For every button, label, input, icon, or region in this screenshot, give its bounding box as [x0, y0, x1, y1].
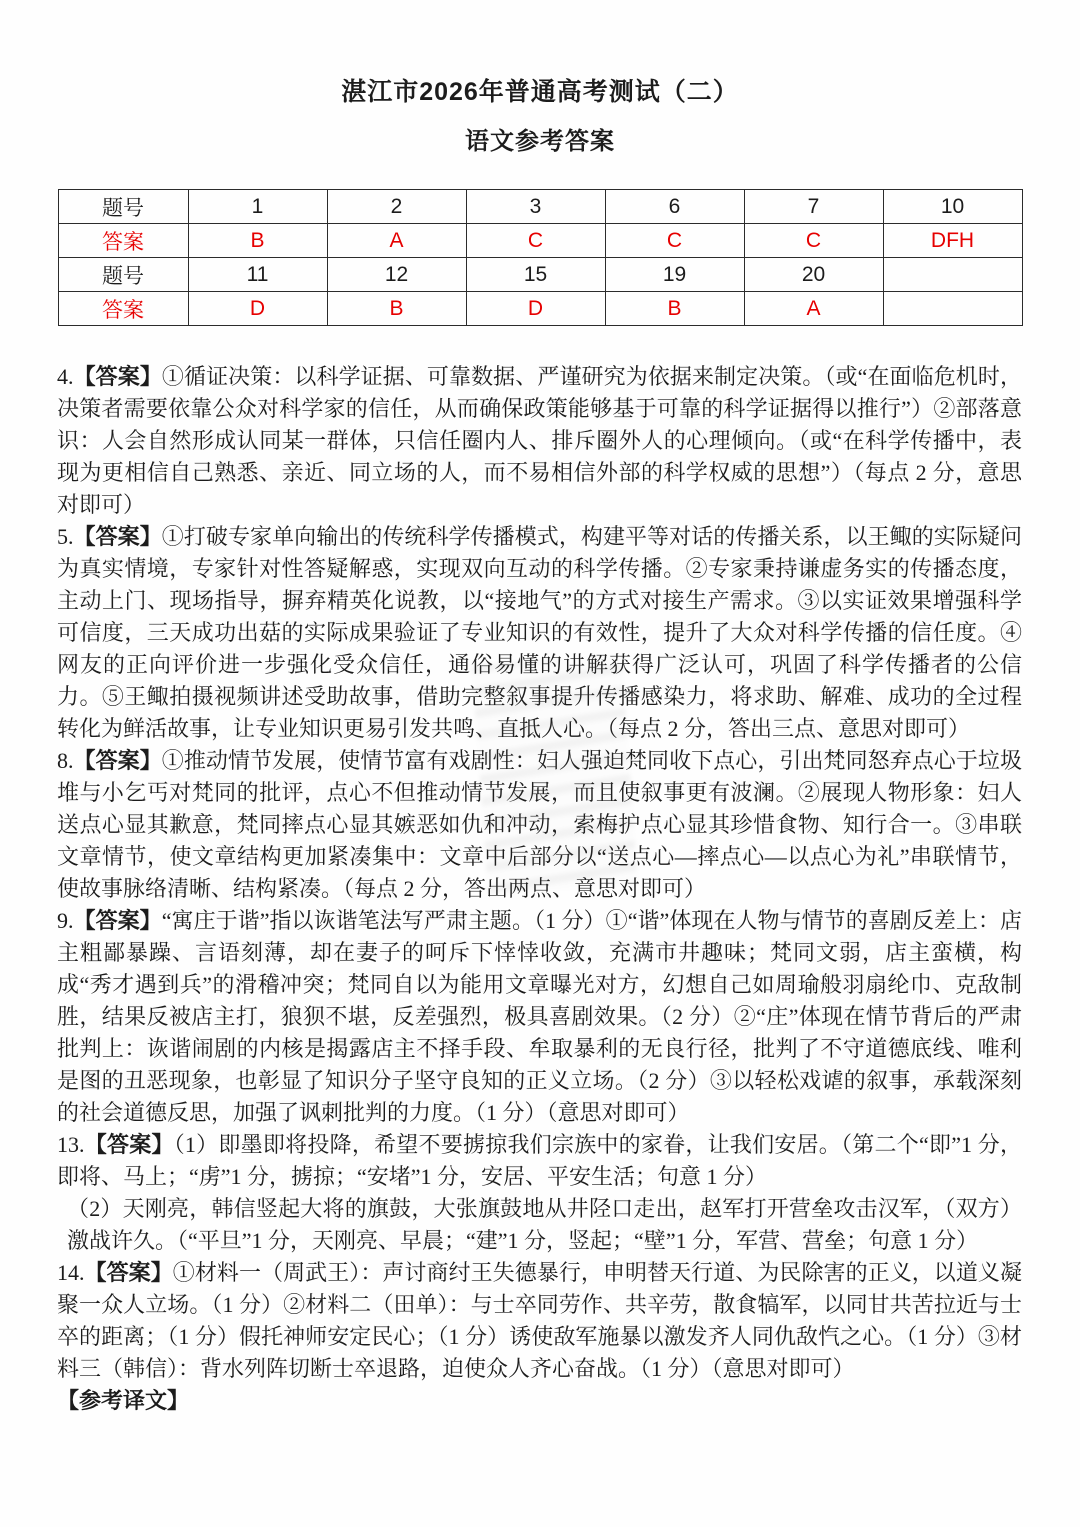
table-row-answers-1 [58, 224, 1022, 258]
page-title: 湛江市2026年普通高考测试（二） [341, 78, 739, 106]
question-number-cell: 1 [188, 190, 327, 224]
question-number-cell: 19 [605, 258, 744, 292]
answer-paragraph-q5 [57, 521, 1022, 745]
answer-paragraph-q9 [57, 905, 1022, 1129]
question-number: 13. [57, 1132, 85, 1157]
question-number-cell: 2 [327, 190, 466, 224]
question-number-cell: 6 [605, 190, 744, 224]
question-number: 8. [57, 748, 74, 773]
answer-paragraph-q4 [57, 361, 1022, 521]
section-label: 【参考译文】 [57, 1388, 190, 1413]
answer-label: 【答案】 [73, 908, 162, 933]
answer-text: ①循证决策：以科学证据、可靠数据、严谨研究为依据来制定决策。（或“在面临危机时，决策者需要依靠公众对科学家的信任，从而确保政策能够基于可靠的科学证据得以推行”）②部落意识：人会自然形成认同某一群体，只信任圈内人、排斥圈外人的心理倾向。（或“在科学传播中，表现为更相信自己熟悉、亲近、同立场的人，而不易相信外部的科学权威的思想”）（每点 2 分，意思对即可） [57, 364, 1022, 517]
answer-paragraph-q13-part2 [57, 1193, 1022, 1257]
question-number-cell: 11 [188, 258, 327, 292]
answer-label: 【答案】 [73, 524, 162, 549]
answer-cell: C [605, 224, 744, 258]
row-label-cell: 题号 [58, 258, 188, 292]
answer-text: ①打破专家单向输出的传统科学传播模式，构建平等对话的传播关系，以王鲰的实际疑问为真实情境，专家针对性答疑解惑，实现双向互动的科学传播。②专家秉持谦虚务实的传播态度，主动上门、现场指导，摒弃精英化说教，以“接地气”的方式对接生产需求。③以实证效果增强科学可信度，三天成功出菇的实际成果验证了专业知识的有效性，提升了大众对科学传播的信任度。④网友的正向评价进一步强化受众信任，通俗易懂的讲解获得广泛认可，巩固了科学传播者的公信力。⑤王鲰拍摄视频讲述受助故事，借助完整叙事提升传播感染力，将求助、解难、成功的全过程转化为鲜活故事，让专业知识更易引发共鸣、直抵人心。（每点 2 分，答出三点、意思对即可） [57, 524, 1022, 741]
row-label-cell: 题号 [58, 190, 188, 224]
answer-cell: A [327, 224, 466, 258]
answer-paragraph-q14 [57, 1257, 1022, 1385]
answer-label: 【答案】 [84, 1132, 174, 1157]
row-label-cell: 答案 [58, 292, 188, 326]
question-number: 5. [57, 524, 74, 549]
answer-cell: D [466, 292, 605, 326]
question-number: 9. [57, 908, 74, 933]
answer-cell: DFH [883, 224, 1022, 258]
answer-text: ①材料一（周武王）：声讨商纣王失德暴行，申明替天行道、为民除害的正义，以道义凝聚一众人立场。（1 分）②材料二（田单）：与士卒同劳作、共辛劳，散食犒军，以同甘共苦拉近与士卒的距离；（1 分）假托神师安定民心；（1 分）诱使敌军施暴以激发齐人同仇敌忾之心。（1 分）③材料三（韩信）：背水列阵切断士卒退路，迫使众人齐心奋战。（1 分）（意思对即可） [57, 1260, 1022, 1381]
question-number-cell: 10 [883, 190, 1022, 224]
answer-cell: C [744, 224, 883, 258]
answer-text: “寓庄于谐”指以诙谐笔法写严肃主题。（1 分）①“谐”体现在人物与情节的喜剧反差上：店主粗鄙暴躁、言语刻薄，却在妻子的呵斥下悻悻收敛，充满市井趣味；梵同文弱，店主蛮横，构成“秀才遇到兵”的滑稽冲突；梵同自以为能用文章曝光对方，幻想自己如周瑜般羽扇纶巾、克敌制胜，结果反被店主打，狼狈不堪，反差强烈，极具喜剧效果。（2 分）②“庄”体现在情节背后的严肃批判上：诙谐闹剧的内核是揭露店主不择手段、牟取暴利的无良行径，批判了不守道德底线、唯利是图的丑恶现象，也彰显了知识分子坚守良知的正义立场。（2 分）③以轻松戏谑的叙事，承载深刻的社会道德反思，加强了讽刺批判的力度。（1 分）（意思对即可） [57, 908, 1022, 1125]
answer-text: （1）即墨即将投降，希望不要掳掠我们宗族中的家眷，让我们安居。（第二个“即”1 分，即将、马上；“虏”1 分，掳掠；“安堵”1 分，安居、平安生活；句意 1 分） [57, 1132, 1022, 1189]
answer-cell: A [744, 292, 883, 326]
table-row-answers-2 [58, 292, 1022, 326]
document-header [0, 0, 1080, 156]
answer-label: 【答案】 [84, 1260, 173, 1285]
answer-text: ①推动情节发展，使情节富有戏剧性：妇人强迫梵同收下点心，引出梵同怒弃点心于垃圾堆与小乞丐对梵同的批评，点心不但推动情节发展，而且使叙事更有波澜。②展现人物形象：妇人送点心显其歉意，梵同摔点心显其嫉恶如仇和冲动，索梅护点心显其珍惜食物、知行合一。③串联文章情节，使文章结构更加紧凑集中：文章中后部分以“送点心—摔点心—以点心为礼”串联情节，使故事脉络清晰、结构紧凑。（每点 2 分，答出两点、意思对即可） [57, 748, 1022, 901]
answer-cell: C [466, 224, 605, 258]
question-number-cell [883, 258, 1022, 292]
question-number-cell: 12 [327, 258, 466, 292]
row-label-cell: 答案 [58, 224, 188, 258]
answer-cell [883, 292, 1022, 326]
table-row-question-numbers-1 [58, 190, 1022, 224]
page-subtitle: 语文参考答案 [465, 128, 615, 155]
answer-paragraph-q8 [57, 745, 1022, 905]
answer-text: （2）天刚亮，韩信竖起大将的旗鼓，大张旗鼓地从井陉口走出，赵军打开营垒攻击汉军，（双方）激战许久。（“平旦”1 分，天刚亮、早晨；“建”1 分，竖起；“壁”1 分，军营、营垒；句意 1 分） [67, 1196, 1022, 1253]
question-number-cell: 15 [466, 258, 605, 292]
table-row-question-numbers-2 [58, 258, 1022, 292]
answer-paragraph-q13-part1 [57, 1129, 1022, 1193]
reference-translation-heading [57, 1385, 1022, 1417]
answer-explanations [57, 361, 1022, 1417]
answer-cell: D [188, 292, 327, 326]
question-number: 14. [57, 1260, 85, 1285]
question-number-cell: 20 [744, 258, 883, 292]
question-number-cell: 7 [744, 190, 883, 224]
question-number-cell: 3 [466, 190, 605, 224]
answer-label: 【答案】 [73, 748, 162, 773]
answer-cell: B [605, 292, 744, 326]
answer-key-table [58, 189, 1023, 326]
answer-cell: B [327, 292, 466, 326]
question-number: 4. [57, 364, 74, 389]
answer-label: 【答案】 [73, 364, 162, 389]
answer-cell: B [188, 224, 327, 258]
